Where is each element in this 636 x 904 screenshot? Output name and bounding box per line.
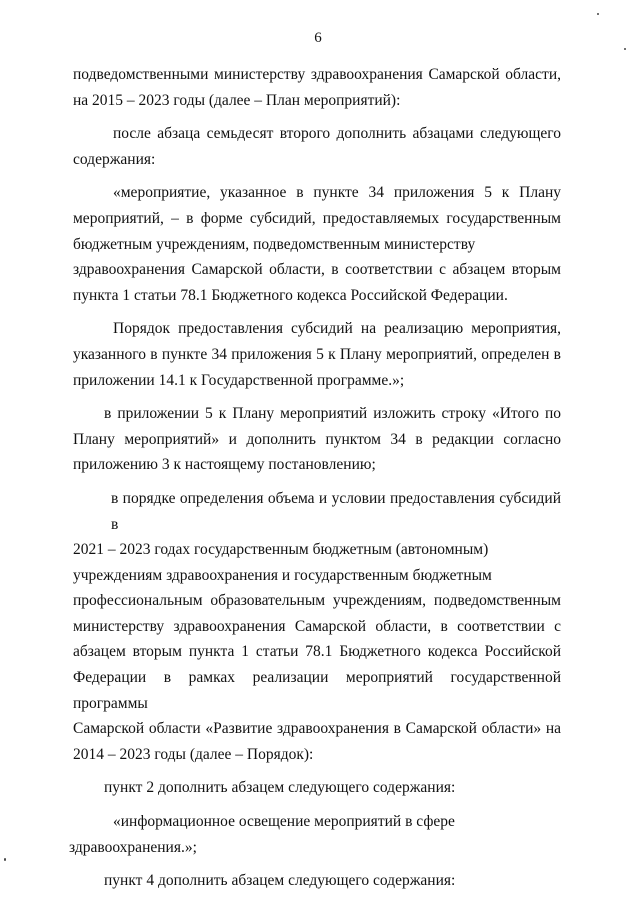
word: годах <box>154 541 191 559</box>
text-line <box>73 232 561 258</box>
word: (автономным) <box>395 541 489 559</box>
word: государственным <box>294 566 409 584</box>
text-line: в приложении 5 к Плану мероприятий изложить строку «Итого по <box>104 405 561 423</box>
text-line: подведомственными министерству здравоохранения Самарской области, <box>73 66 561 83</box>
scan-speck <box>4 858 6 861</box>
text-line: содержания: <box>73 150 156 168</box>
text-line: Плану мероприятий» и дополнить пунктом 34 в редакции согласно <box>73 430 561 448</box>
word: мероприятий <box>314 813 402 831</box>
word: освещение <box>238 813 311 831</box>
word: бюджетным <box>412 566 492 584</box>
text-line: пункта 1 статьи 78.1 Бюджетного кодекса Российской Федерации. <box>73 286 508 304</box>
word: бюджетным <box>73 235 153 253</box>
word: 2021 <box>73 541 104 559</box>
paragraph-8 <box>69 809 561 860</box>
text-line <box>73 809 561 835</box>
text-line: в порядке определения объема и условии предоставления субсидий в <box>111 489 561 533</box>
word: подведомственным <box>253 235 381 253</box>
scan-speck <box>597 13 599 15</box>
text-line: Порядок предоставления субсидий на реализацию мероприятия, <box>113 320 561 338</box>
text-line: абзацем вторым пункта 1 статьи 78.1 Бюджетного кодекса Российской <box>73 643 561 661</box>
document-body <box>69 62 561 894</box>
word: «информационное <box>113 813 235 831</box>
text-line: на 2015 – 2023 годы (далее – План мероприятий): <box>73 91 401 109</box>
paragraph-3 <box>73 180 561 308</box>
word: министерству <box>384 235 476 253</box>
text-line: здравоохранения Самарской области, в соответствии с абзацем вторым <box>73 261 561 279</box>
text-line: профессиональным образовательным учреждениям, подведомственным <box>73 592 561 610</box>
paragraph-9 <box>73 868 561 894</box>
paragraph-7 <box>73 775 561 801</box>
paragraph-6 <box>73 486 561 768</box>
word: государственным <box>194 541 309 559</box>
word: и <box>281 566 291 584</box>
text-line: пункт 2 дополнить абзацем следующего содержания: <box>104 779 456 797</box>
scan-speck <box>624 48 626 50</box>
text-line: указанного в пункте 34 приложения 5 к Плану мероприятий, определен в <box>73 345 561 363</box>
text-line: мероприятий, – в форме субсидий, предоставляемых государственным <box>73 209 561 227</box>
text-line: 2014 – 2023 годы (далее – Порядок): <box>73 745 314 763</box>
word: здравоохранения <box>166 566 279 584</box>
text-line: пункт 4 дополнить абзацем следующего содержания: <box>104 872 456 890</box>
text-line: здравоохранения.»; <box>69 838 197 856</box>
word: бюджетным <box>312 541 392 559</box>
text-line: приложении 14.1 к Государственной программе.»; <box>73 371 405 389</box>
paragraph-2 <box>73 121 561 172</box>
text-line: Федерации в рамках реализации мероприятий государственной программы <box>73 669 561 712</box>
word: учреждениям, <box>156 235 250 253</box>
text-line: министерству здравоохранения Самарской области, в соответствии с <box>73 617 561 635</box>
word: учреждениям <box>73 566 163 584</box>
word: сфере <box>416 813 455 831</box>
word: 2023 <box>119 541 151 559</box>
word: – <box>107 541 116 559</box>
page-number: 6 <box>314 30 322 46</box>
text-line: «мероприятие, указанное в пункте 34 приложения 5 к Плану <box>113 184 561 202</box>
word: в <box>405 813 413 831</box>
paragraph-5 <box>73 401 561 478</box>
text-line <box>73 537 561 563</box>
text-line: приложению 3 к настоящему постановлению; <box>73 456 376 474</box>
text-line: Самарской области «Развитие здравоохранения в Самарской области» на <box>73 720 561 738</box>
text-line <box>73 563 561 589</box>
text-line: после абзаца семьдесят второго дополнить абзацами следующего <box>113 125 561 143</box>
paragraph-4 <box>73 316 561 393</box>
paragraph-1 <box>73 62 561 113</box>
